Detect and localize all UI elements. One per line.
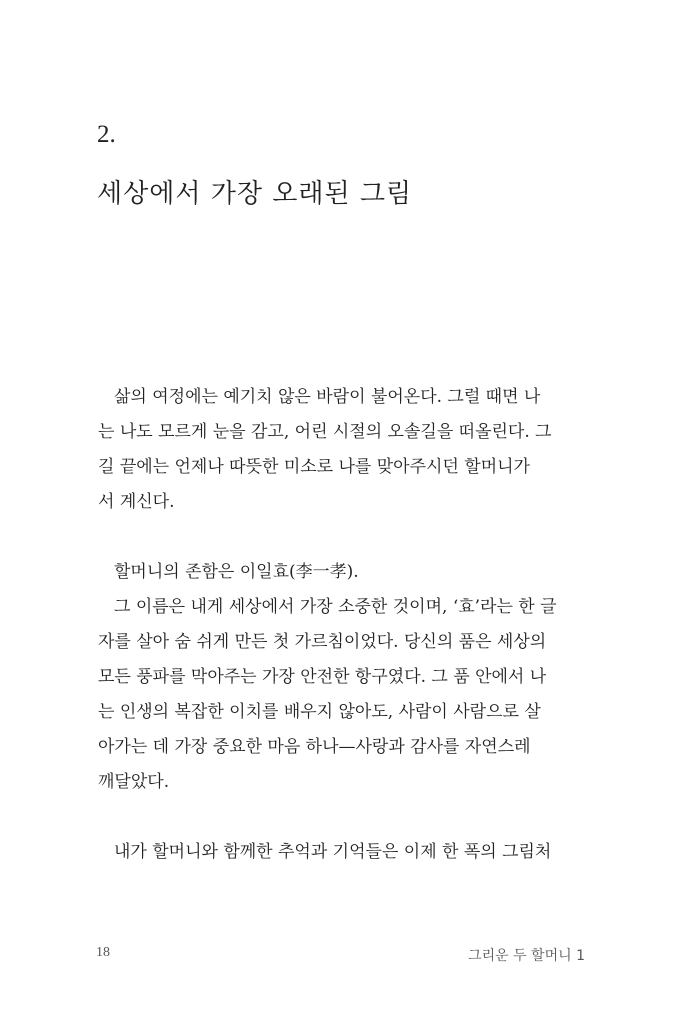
paragraph-line: 는 나도 모르게 눈을 감고, 어린 시절의 오솔길을 떠올린다. 그 (98, 422, 552, 442)
body-text (98, 380, 588, 870)
paragraph-line: 서 계신다. (98, 492, 175, 512)
paragraph-line: 내가 할머니와 함께한 추억과 기억들은 이제 한 폭의 그림처 (114, 842, 552, 862)
paragraph-line: 길 끝에는 언제나 따뜻한 미소로 나를 맞아주시던 할머니가 (98, 457, 530, 477)
paragraph-line: 아가는 데 가장 중요한 마음 하나—사랑과 감사를 자연스레 (98, 737, 531, 757)
page-number: 18 (96, 945, 110, 960)
paragraph-gap (98, 520, 588, 555)
paragraph-line: 그 이름은 내게 세상에서 가장 소중한 것이며, ‘효’라는 한 글 (114, 597, 557, 617)
chapter-title: 세상에서 가장 오래된 그림 (97, 179, 413, 209)
paragraph-line: 할머니의 존함은 이일효(李一孝). (114, 562, 359, 582)
paragraph-line: 모든 풍파를 막아주는 가장 안전한 항구였다. 그 품 안에서 나 (98, 667, 547, 687)
paragraph-gap (98, 800, 588, 835)
paragraph-line: 는 인생의 복잡한 이치를 배우지 않아도, 사람이 사람으로 살 (98, 702, 541, 722)
paragraph-line: 자를 살아 숨 쉬게 만든 첫 가르침이었다. 당신의 품은 세상의 (98, 632, 547, 652)
chapter-number: 2. (97, 121, 116, 148)
paragraph-line: 깨달았다. (98, 772, 170, 792)
paragraph-line: 삶의 여정에는 예기치 않은 바람이 불어온다. 그럴 때면 나 (114, 387, 541, 407)
running-footer-title: 그리운 두 할머니 1 (468, 948, 585, 964)
